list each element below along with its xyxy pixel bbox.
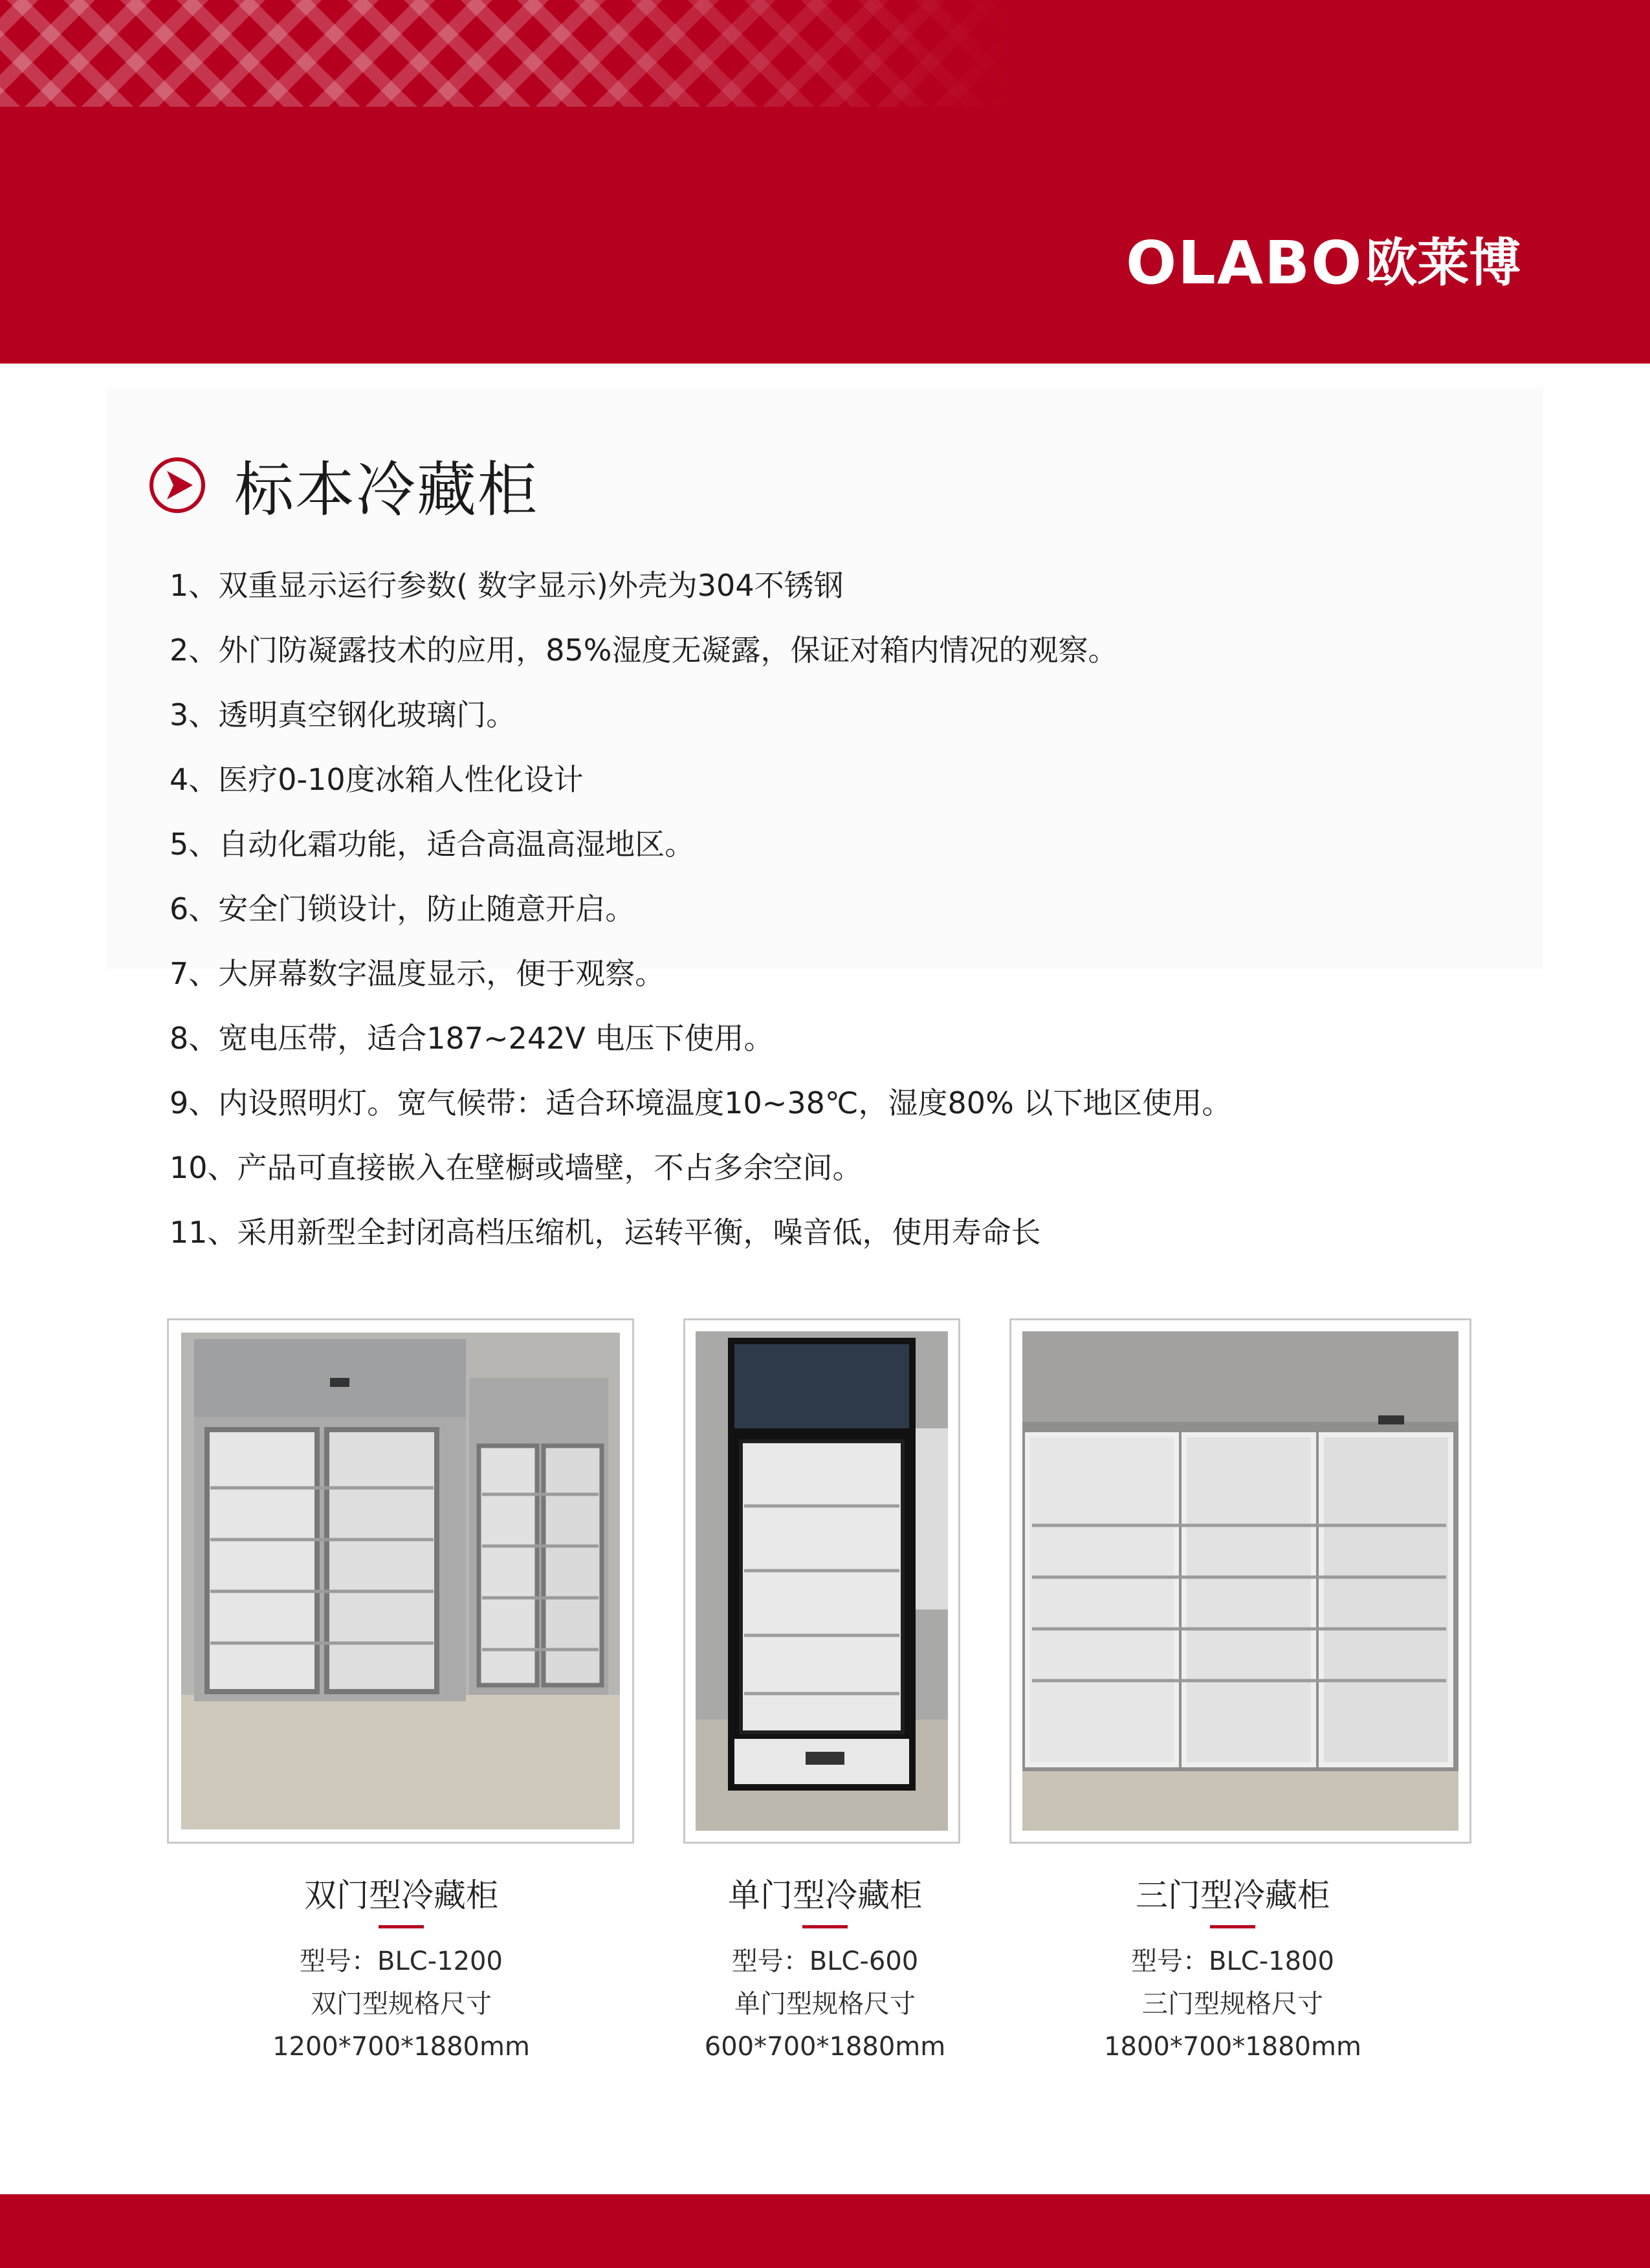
header-band: [0, 0, 1650, 364]
accent-divider: [802, 1925, 848, 1928]
logo-text-en: OLABO: [1126, 228, 1363, 298]
product-spec-label: 双门型规格尺寸: [311, 1989, 492, 2019]
product-model: 型号：BLC-1800: [1131, 1946, 1334, 1976]
accent-divider: [379, 1925, 424, 1928]
feature-item: 8、宽电压带，适合187~242V 电压下使用。: [170, 1021, 774, 1056]
product-model: 型号：BLC-600: [731, 1946, 919, 1976]
feature-item: 9、内设照明灯。宽气候带：适合环境温度10~38℃，湿度80% 以下地区使用。: [170, 1085, 1232, 1120]
section-title: 标本冷藏柜: [234, 455, 539, 525]
footer-band: [0, 2194, 1650, 2268]
product-dimensions: 1200*700*1880mm: [272, 2032, 530, 2062]
feature-item: 3、透明真空钢化玻璃门。: [170, 697, 516, 732]
feature-item: 6、安全门锁设计，防止随意开启。: [170, 891, 635, 926]
product-card-double: [194, 1870, 608, 2068]
feature-item: 10、产品可直接嵌入在壁橱或墙壁，不占多余空间。: [170, 1150, 863, 1185]
product-model: 型号：BLC-1200: [300, 1946, 503, 1976]
product-photo-single-door: [696, 1331, 948, 1831]
logo-text-cn: 欧莱博: [1365, 233, 1521, 293]
accent-divider: [1210, 1925, 1255, 1928]
product-name: 单门型冷藏柜: [728, 1877, 922, 1914]
product-spec-label: 单门型规格尺寸: [734, 1989, 916, 2019]
product-name: 三门型冷藏柜: [1136, 1877, 1330, 1914]
arrow-circle-icon: [148, 455, 207, 515]
product-card-triple: [1026, 1870, 1440, 2068]
diamond-pattern: [0, 0, 1009, 107]
product-photo-double-door: [181, 1333, 620, 1829]
feature-item: 4、医疗0-10度冰箱人性化设计: [170, 762, 584, 797]
feature-item: 2、外门防凝露技术的应用，85%湿度无凝露，保证对箱内情况的观察。: [170, 633, 1118, 668]
brand-logo: [1126, 228, 1521, 299]
product-dimensions: 600*700*1880mm: [704, 2032, 946, 2062]
product-spec-label: 三门型规格尺寸: [1142, 1989, 1323, 2019]
section-heading: [148, 446, 538, 524]
feature-item: 7、大屏幕数字温度显示，便于观察。: [170, 956, 665, 991]
product-name: 双门型冷藏柜: [304, 1877, 498, 1914]
feature-list: [170, 553, 1231, 1265]
product-card-single: [618, 1870, 1032, 2068]
product-dimensions: 1800*700*1880mm: [1104, 2032, 1361, 2062]
feature-item: 11、采用新型全封闭高档压缩机，运转平衡，噪音低，使用寿命长: [170, 1215, 1041, 1250]
product-photo-triple-door: [1022, 1331, 1458, 1831]
feature-item: 5、自动化霜功能，适合高温高湿地区。: [170, 827, 695, 862]
feature-item: 1、双重显示运行参数( 数字显示)外壳为304不锈钢: [170, 568, 844, 603]
